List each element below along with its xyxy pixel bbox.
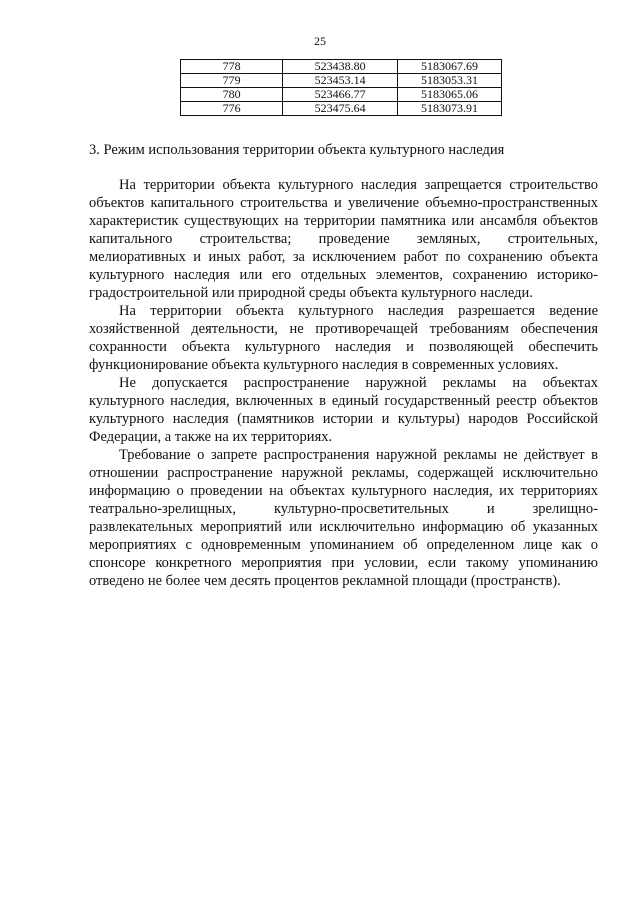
point-number-cell: 778 xyxy=(181,60,283,74)
y-coordinate-cell: 5183053.31 xyxy=(397,74,501,88)
x-coordinate-cell: 523466.77 xyxy=(283,88,398,102)
y-coordinate-cell: 5183065.06 xyxy=(397,88,501,102)
x-coordinate-cell: 523453.14 xyxy=(283,74,398,88)
table-row xyxy=(181,102,502,116)
point-number-cell: 776 xyxy=(181,102,283,116)
coordinates-table xyxy=(180,59,502,116)
paragraph-advertising-exception: Требование о запрете распространения наружной рекламы не действует в отношении распространение наружной рекламы, содержащей исключительно информацию о проведении на объектах культурного наследия, их территориях театрально-зрелищных, культурно-просветительных и зрелищно-развлекательных мероприятий или исключительно информацию об указанных мероприятиях с одновременным упоминанием об определенном лице как о спонсоре конкретного мероприятия при условии, если такому упоминанию отведено не более чем десять процентов рекламной площади (пространств). xyxy=(89,447,598,589)
table-row xyxy=(181,88,502,102)
point-number-cell: 780 xyxy=(181,88,283,102)
paragraph-permissions: На территории объекта культурного наследия разрешается ведение хозяйственной деятельности, не противоречащей требованиям обеспечения сохранности объекта культурного наследия и позволяющей обеспечить функционирование объекта культурного наследия в современных условиях. xyxy=(89,303,598,373)
table-row xyxy=(181,74,502,88)
point-number-cell: 779 xyxy=(181,74,283,88)
x-coordinate-cell: 523475.64 xyxy=(283,102,398,116)
section-body xyxy=(89,176,598,590)
paragraph-restrictions: На территории объекта культурного наследия запрещается строительство объектов капитального строительства и увеличение объемно-пространственных характеристик существующих на территории памятника или ансамбля объектов капитального строительства; проведение земляных, строительных, мелиоративных и иных работ, за исключением работ по сохранению объекта культурного наследия или его отдельных элементов, сохранению историко-градостроительной или природной среды объекта культурного наследи. xyxy=(89,177,598,301)
paragraph-advertising-ban: Не допускается распространение наружной рекламы на объектах культурного наследия, включенных в единый государственный реестр объектов культурного наследия (памятников истории и культуры) народов Российской Федерации, а также на их территориях. xyxy=(89,375,598,445)
y-coordinate-cell: 5183073.91 xyxy=(397,102,501,116)
x-coordinate-cell: 523438.80 xyxy=(283,60,398,74)
section-heading: 3. Режим использования территории объекта культурного наследия xyxy=(89,142,505,158)
y-coordinate-cell: 5183067.69 xyxy=(397,60,501,74)
table-row xyxy=(181,60,502,74)
page-number: 25 xyxy=(314,34,326,48)
